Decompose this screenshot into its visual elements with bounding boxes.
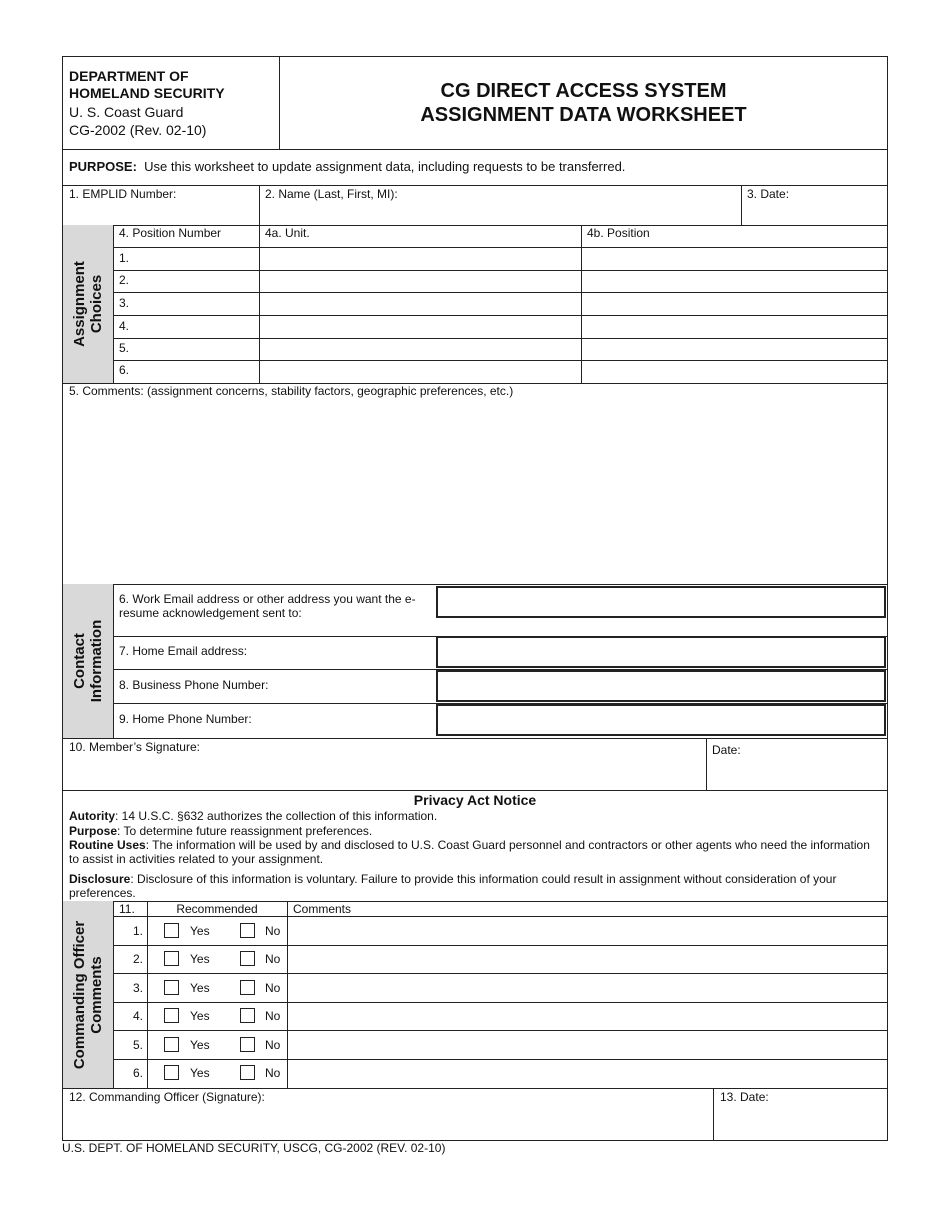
yes-label: Yes	[190, 1009, 210, 1023]
co-comment-input[interactable]	[287, 945, 887, 973]
purpose-label: PURPOSE:	[69, 159, 137, 174]
co-row-number: 2.	[132, 952, 143, 966]
footer-text: U.S. DEPT. OF HOMELAND SECURITY, USCG, CG-2002 (REV. 02-10)	[62, 1141, 446, 1155]
emplid-field[interactable]	[63, 185, 259, 225]
unit-header: 4a. Unit.	[265, 226, 310, 240]
work-email-label: 6. Work Email address or other address you want the e-resume acknowledgement sent to:	[119, 592, 416, 620]
assignment-row-number: 2.	[119, 273, 130, 287]
work-email-input[interactable]	[436, 586, 886, 618]
co-row-number: 3.	[132, 981, 143, 995]
home-phone-label: 9. Home Phone Number:	[119, 712, 252, 726]
privacy-notice-title: Privacy Act Notice	[413, 792, 537, 808]
no-label: No	[265, 952, 281, 966]
unit-input[interactable]	[259, 292, 581, 315]
no-label: No	[265, 1066, 281, 1080]
no-label: No	[265, 1038, 281, 1052]
purpose-text: Use this worksheet to update assignment data, including requests to be transferred.	[144, 159, 626, 174]
home-email-input[interactable]	[436, 636, 886, 668]
page-title-line1: CG DIRECT ACCESS SYSTEM	[440, 80, 727, 102]
recommended-yes-checkbox[interactable]	[164, 980, 179, 995]
assignment-row-number: 3.	[119, 296, 130, 310]
yes-label: Yes	[190, 1038, 210, 1052]
recommended-no-checkbox[interactable]	[240, 1008, 255, 1023]
no-label: No	[265, 924, 281, 938]
member-signature-date-field[interactable]	[706, 738, 887, 790]
assignment-row-number: 1.	[119, 251, 130, 265]
co-recommended-header: Recommended	[176, 902, 258, 916]
co-date-label: 13. Date:	[720, 1090, 769, 1104]
position-number-header: 4. Position Number	[119, 226, 222, 240]
business-phone-label: 8. Business Phone Number:	[119, 678, 269, 692]
unit-input[interactable]	[259, 360, 581, 383]
member-signature-label: 10. Member’s Signature:	[69, 740, 200, 754]
co-comments-header: Comments	[293, 902, 352, 916]
co-number-header: 11.	[119, 902, 135, 916]
co-signature-label: 12. Commanding Officer (Signature):	[69, 1090, 265, 1104]
co-row-number: 4.	[132, 1009, 143, 1023]
privacy-purpose: Purpose: To determine future reassignment preferences.	[69, 824, 373, 838]
recommended-yes-checkbox[interactable]	[164, 951, 179, 966]
position-number-input[interactable]	[113, 360, 259, 383]
recommended-no-checkbox[interactable]	[240, 923, 255, 938]
position-number-input[interactable]	[113, 315, 259, 338]
recommended-no-checkbox[interactable]	[240, 951, 255, 966]
recommended-yes-checkbox[interactable]	[164, 1037, 179, 1052]
assignment-row-number: 5.	[119, 341, 130, 355]
yes-label: Yes	[190, 981, 210, 995]
name-label: 2. Name (Last, First, MI):	[265, 187, 398, 201]
purpose-statement	[69, 159, 625, 175]
home-phone-input[interactable]	[436, 704, 886, 736]
contact-information-sidebar	[63, 584, 114, 738]
co-comment-input[interactable]	[287, 1030, 887, 1059]
assignment-row-number: 6.	[119, 363, 130, 377]
recommended-no-checkbox[interactable]	[240, 1037, 255, 1052]
member-signature-date-label: Date:	[712, 743, 741, 757]
position-input[interactable]	[581, 270, 887, 292]
assignment-choices-heading: Assignment Choices	[71, 261, 105, 347]
privacy-disclosure: Disclosure: Disclosure of this information is voluntary. Failure to provide this information could result in assignment without consideration of your preferences.	[69, 872, 837, 900]
co-row-number: 6.	[132, 1066, 143, 1080]
yes-label: Yes	[190, 924, 210, 938]
position-input[interactable]	[581, 338, 887, 360]
form-number: CG-2002 (Rev. 02-10)	[69, 122, 207, 138]
member-signature-field[interactable]	[63, 738, 706, 790]
privacy-routine-uses: Routine Uses: The information will be used by and disclosed to U.S. Coast Guard personnel and contractors or other agents who need the information to assist in activities related to your assignment.	[69, 838, 870, 866]
co-comment-input[interactable]	[287, 1002, 887, 1030]
recommended-no-checkbox[interactable]	[240, 1065, 255, 1080]
privacy-authority: Autority: 14 U.S.C. §632 authorizes the collection of this information.	[69, 809, 438, 823]
form-frame	[62, 56, 888, 1141]
position-number-input[interactable]	[113, 247, 259, 270]
recommended-yes-checkbox[interactable]	[164, 1065, 179, 1080]
co-comments-sidebar	[63, 901, 114, 1088]
position-header: 4b. Position	[587, 226, 650, 240]
co-comment-input[interactable]	[287, 916, 887, 945]
emplid-label: 1. EMPLID Number:	[69, 187, 177, 201]
agency-name: U. S. Coast Guard	[69, 104, 184, 120]
no-label: No	[265, 1009, 281, 1023]
position-input[interactable]	[581, 292, 887, 315]
date-field[interactable]	[741, 185, 887, 225]
recommended-yes-checkbox[interactable]	[164, 923, 179, 938]
co-comment-input[interactable]	[287, 1059, 887, 1088]
position-number-input[interactable]	[113, 338, 259, 360]
comments-label: 5. Comments: (assignment concerns, stability factors, geographic preferences, etc.)	[69, 384, 514, 398]
co-row-number: 1.	[132, 924, 143, 938]
page-title-line2: ASSIGNMENT DATA WORKSHEET	[420, 104, 747, 126]
co-comments-heading: Commanding Officer Comments	[71, 920, 105, 1069]
co-date-field[interactable]	[713, 1088, 887, 1140]
name-field[interactable]	[259, 185, 741, 225]
business-phone-input[interactable]	[436, 670, 886, 702]
unit-input[interactable]	[259, 315, 581, 338]
recommended-no-checkbox[interactable]	[240, 980, 255, 995]
position-input[interactable]	[581, 315, 887, 338]
comments-textarea[interactable]	[63, 399, 887, 584]
co-row-number: 5.	[132, 1038, 143, 1052]
assignment-choices-sidebar	[63, 225, 114, 383]
no-label: No	[265, 981, 281, 995]
recommended-yes-checkbox[interactable]	[164, 1008, 179, 1023]
date-label: 3. Date:	[747, 187, 790, 201]
dept-line2: HOMELAND SECURITY	[69, 85, 225, 101]
position-number-input[interactable]	[113, 292, 259, 315]
unit-input[interactable]	[259, 270, 581, 292]
co-comment-input[interactable]	[287, 973, 887, 1002]
assignment-row-number: 4.	[119, 319, 130, 333]
unit-input[interactable]	[259, 338, 581, 360]
position-input[interactable]	[581, 247, 887, 270]
dept-line1: DEPARTMENT OF	[69, 68, 189, 84]
position-input[interactable]	[581, 360, 887, 383]
co-signature-field[interactable]	[63, 1088, 713, 1140]
home-email-label: 7. Home Email address:	[119, 644, 248, 658]
yes-label: Yes	[190, 952, 210, 966]
unit-input[interactable]	[259, 247, 581, 270]
yes-label: Yes	[190, 1066, 210, 1080]
position-number-input[interactable]	[113, 270, 259, 292]
contact-information-heading: Contact Information	[71, 619, 105, 703]
